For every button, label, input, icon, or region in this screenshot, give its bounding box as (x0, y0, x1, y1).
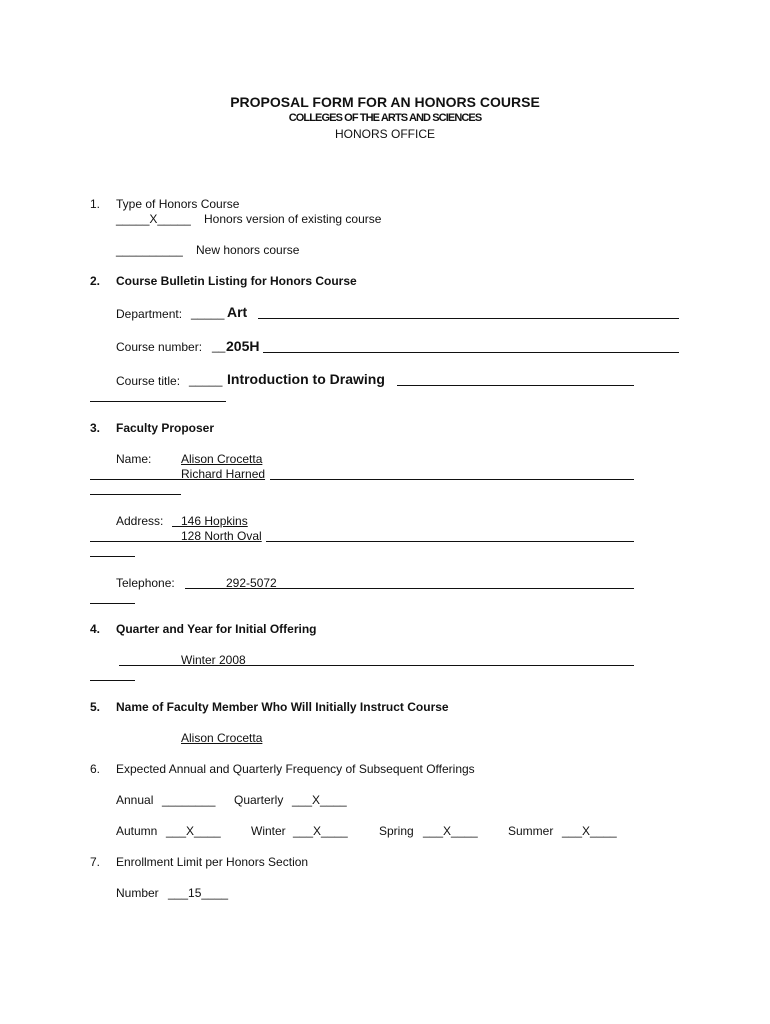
course-number-label: Course number: (116, 340, 203, 354)
telephone-line (226, 588, 634, 589)
course-number-line (263, 352, 679, 353)
section-5-number: 5. (90, 700, 101, 714)
annual-label: Annual (116, 793, 154, 807)
section-3-label: Faculty Proposer (116, 421, 215, 435)
enrollment-number-label: Number (116, 886, 159, 900)
address-line (266, 541, 634, 542)
course-number-value[interactable]: 205H (226, 338, 260, 354)
section-2-number: 2. (90, 274, 101, 288)
section-1-number: 1. (90, 197, 101, 211)
option-new-mark[interactable]: __________ (116, 243, 183, 257)
proposer-name-1[interactable]: Alison Crocetta (181, 452, 263, 466)
instructor-value[interactable]: Alison Crocetta (181, 731, 263, 745)
department-label: Department: (116, 307, 183, 321)
form-subtitle: COLLEGES OF THE ARTS AND SCIENCES (288, 112, 482, 124)
summer-value[interactable]: ___X____ (562, 824, 617, 838)
spring-label: Spring (379, 824, 414, 838)
address-line-left (90, 541, 181, 542)
course-title-value[interactable]: Introduction to Drawing (227, 371, 385, 387)
offering-underline-pre (119, 665, 181, 666)
course-number-underscore: __ (212, 339, 226, 353)
proposer-address-2[interactable]: 128 North Oval (181, 529, 262, 543)
address-underline-pre (172, 526, 182, 527)
course-title-label: Course title: (116, 374, 181, 388)
section-6-label: Expected Annual and Quarterly Frequency of Subsequent Offerings (116, 762, 475, 776)
department-underscore: _____ (191, 306, 225, 320)
option-existing-mark[interactable]: _____X_____ (116, 212, 191, 226)
quarterly-label: Quarterly (234, 793, 284, 807)
option-existing-label: Honors version of existing course (204, 212, 382, 226)
section-2-label: Course Bulletin Listing for Honors Course (116, 274, 357, 288)
form-title: PROPOSAL FORM FOR AN HONORS COURSE (230, 94, 540, 110)
initial-offering-value[interactable]: Winter 2008 (181, 653, 246, 667)
section-6-number: 6. (90, 762, 101, 776)
section-1-label: Type of Honors Course (116, 197, 240, 211)
option-new-label: New honors course (196, 243, 300, 257)
quarterly-value[interactable]: ___X____ (292, 793, 347, 807)
telephone-underline-pre (185, 588, 227, 589)
department-line (258, 318, 679, 319)
course-title-underscore: _____ (189, 373, 223, 387)
offering-line-2 (90, 680, 135, 681)
telephone-line-2 (90, 603, 135, 604)
autumn-label: Autumn (116, 824, 158, 838)
address-line-2 (90, 556, 135, 557)
summer-label: Summer (508, 824, 554, 838)
section-4-label: Quarter and Year for Initial Offering (116, 622, 317, 636)
section-7-label: Enrollment Limit per Honors Section (116, 855, 309, 869)
winter-label: Winter (251, 824, 286, 838)
section-7-number: 7. (90, 855, 101, 869)
department-value[interactable]: Art (227, 304, 248, 320)
spring-value[interactable]: ___X____ (423, 824, 478, 838)
section-3-number: 3. (90, 421, 101, 435)
autumn-value[interactable]: ___X____ (166, 824, 221, 838)
name-line-2 (90, 494, 181, 495)
enrollment-number-value[interactable]: ___15____ (168, 886, 229, 900)
winter-value[interactable]: ___X____ (293, 824, 348, 838)
annual-value[interactable]: ________ (162, 793, 216, 807)
section-5-label: Name of Faculty Member Who Will Initially Instruct Course (116, 700, 449, 714)
address-label: Address: (116, 514, 164, 528)
course-title-line (397, 385, 634, 386)
name-label: Name: (116, 452, 152, 466)
telephone-value[interactable]: 292-5072 (226, 576, 277, 590)
section-4-number: 4. (90, 622, 101, 636)
name-line (270, 479, 634, 480)
course-title-line-2 (90, 401, 226, 402)
proposer-address-1[interactable]: 146 Hopkins (181, 514, 248, 528)
form-office: HONORS OFFICE (334, 127, 435, 141)
telephone-label: Telephone: (116, 576, 175, 590)
name-line-left (90, 479, 181, 480)
offering-line (181, 665, 634, 666)
proposer-name-2[interactable]: Richard Harned (181, 467, 266, 481)
